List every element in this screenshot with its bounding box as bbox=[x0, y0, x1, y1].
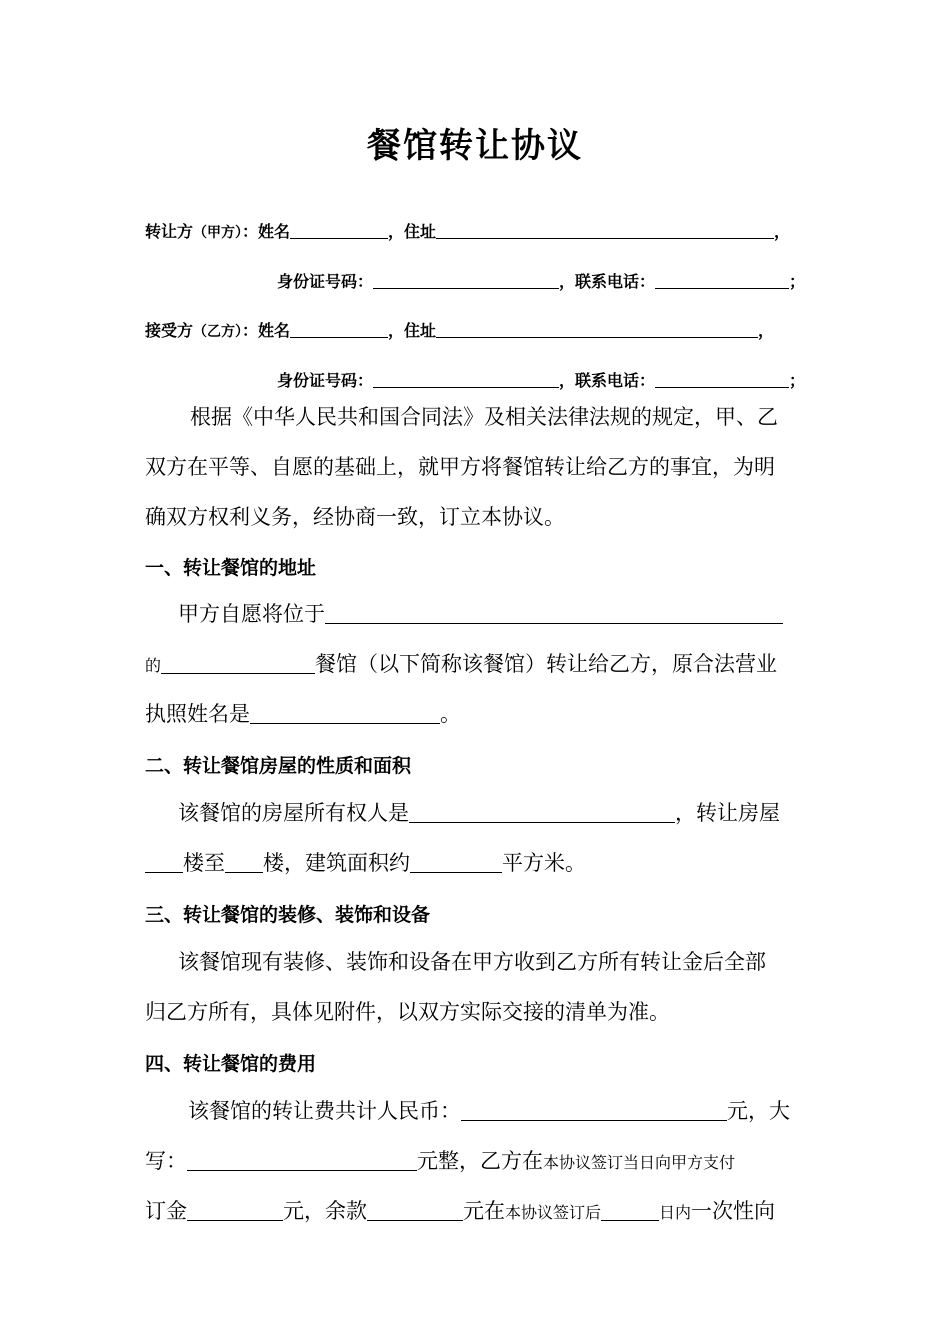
section-1-line-2 bbox=[145, 652, 777, 678]
location-blank[interactable] bbox=[325, 602, 783, 624]
section-4-line-1-tail: 元，大 bbox=[727, 1099, 790, 1123]
after-signing-label: 本协议签订后 bbox=[505, 1203, 602, 1222]
section-2-line-1 bbox=[178, 801, 780, 825]
intro-line-2: 双方在平等、自愿的基础上，就甲方将餐馆转让给乙方的事宜，为明 bbox=[145, 455, 775, 479]
section-1-heading: 一、转让餐馆的地址 bbox=[145, 557, 317, 579]
within-days-label: 日内 bbox=[659, 1203, 692, 1222]
area-unit: 平方米。 bbox=[502, 851, 586, 875]
party-a-end2: ； bbox=[789, 272, 806, 291]
party-a-phone-blank[interactable] bbox=[655, 271, 789, 289]
section-2-line-1-tail: ，转让房屋 bbox=[675, 801, 780, 825]
license-name-label: 执照姓名是 bbox=[145, 702, 250, 726]
section-4-heading: 四、转让餐馆的费用 bbox=[145, 1053, 317, 1075]
party-b-address-blank[interactable] bbox=[436, 320, 758, 338]
party-b-paren: （乙方） bbox=[193, 324, 243, 340]
section-4-line-2 bbox=[145, 1149, 735, 1175]
party-b-phone-label: ，联系电话： bbox=[559, 371, 656, 390]
floor-to-blank[interactable] bbox=[225, 851, 263, 873]
party-b-name-label: ：姓名 bbox=[242, 321, 291, 340]
party-b-label: 接受方 bbox=[145, 321, 194, 340]
party-a-label: 转让方 bbox=[145, 222, 194, 241]
section-2-line-2 bbox=[145, 851, 586, 875]
fee-words-label: 写： bbox=[145, 1149, 187, 1173]
owner-blank[interactable] bbox=[409, 801, 675, 823]
intro-line-1: 根据《中华人民共和国合同法》及相关法律法规的规定，甲、乙 bbox=[190, 405, 778, 429]
intro-line-3: 确双方权利义务，经协商一致，订立本协议。 bbox=[145, 505, 565, 529]
floor-from-blank[interactable] bbox=[145, 851, 183, 873]
area-blank[interactable] bbox=[410, 851, 502, 873]
area-label: 楼，建筑面积约 bbox=[263, 851, 410, 875]
days-blank[interactable] bbox=[601, 1199, 659, 1221]
section-3-line-2: 归乙方所有，具体见附件，以双方实际交接的清单为准。 bbox=[145, 1000, 670, 1024]
fee-words-blank[interactable] bbox=[187, 1149, 417, 1171]
party-a-name-label: ：姓名 bbox=[242, 222, 291, 241]
section-4-line-1 bbox=[188, 1099, 790, 1123]
party-b-id-label: 身份证号码： bbox=[277, 371, 374, 390]
party-a-end: ， bbox=[774, 222, 791, 241]
section-3-line-1: 该餐馆现有装修、装饰和设备在甲方收到乙方所有转让金后全部 bbox=[178, 950, 766, 974]
section-1-period: 。 bbox=[440, 702, 461, 726]
party-a-line bbox=[145, 219, 790, 242]
party-a-address-blank[interactable] bbox=[436, 221, 774, 239]
party-a-paren: （甲方） bbox=[193, 225, 243, 241]
owner-label: 该餐馆的房屋所有权人是 bbox=[178, 801, 409, 825]
section-2-heading: 二、转让餐馆房屋的性质和面积 bbox=[145, 755, 412, 777]
balance-label: 元，余款 bbox=[283, 1199, 367, 1223]
party-a-name-blank[interactable] bbox=[290, 221, 388, 239]
section-1-line-1 bbox=[178, 602, 783, 626]
section-4-line-3-tail: 一次性向 bbox=[691, 1199, 776, 1223]
of-label: 的 bbox=[145, 656, 162, 675]
deposit-label: 订金 bbox=[145, 1199, 187, 1223]
section-4-line-2-mid: 元整，乙方在 bbox=[417, 1149, 543, 1173]
location-label: 甲方自愿将位于 bbox=[178, 602, 325, 626]
party-b-name-blank[interactable] bbox=[290, 320, 388, 338]
floor-to-label: 楼至 bbox=[183, 851, 225, 875]
party-b-id-blank[interactable] bbox=[373, 370, 559, 388]
party-a-id-line bbox=[277, 269, 805, 292]
party-a-address-label: ，住址 bbox=[388, 222, 437, 241]
document-title: 餐馆转让协议 bbox=[367, 126, 583, 166]
party-b-phone-blank[interactable] bbox=[655, 370, 789, 388]
party-b-id-line bbox=[277, 368, 805, 391]
party-b-end2: ； bbox=[789, 371, 806, 390]
section-4-line-3 bbox=[145, 1199, 775, 1225]
party-a-id-blank[interactable] bbox=[373, 271, 559, 289]
balance-blank[interactable] bbox=[367, 1199, 463, 1221]
party-b-line bbox=[145, 318, 774, 341]
fee-label: 该餐馆的转让费共计人民币： bbox=[188, 1099, 461, 1123]
restaurant-name-blank[interactable] bbox=[161, 652, 315, 674]
section-1-line-3 bbox=[145, 702, 461, 726]
section-3-heading: 三、转让餐馆的装修、装饰和设备 bbox=[145, 904, 431, 926]
section-1-line-2-text: 餐馆（以下简称该餐馆）转让给乙方，原合法营业 bbox=[315, 652, 778, 676]
section-4-line-2-small: 本协议签订当日向甲方支付 bbox=[543, 1153, 736, 1172]
party-a-phone-label: ，联系电话： bbox=[559, 272, 656, 291]
party-a-id-label: 身份证号码： bbox=[277, 272, 374, 291]
deposit-blank[interactable] bbox=[187, 1199, 283, 1221]
fee-amount-blank[interactable] bbox=[461, 1099, 727, 1121]
balance-mid: 元在 bbox=[463, 1199, 505, 1223]
party-b-end: ， bbox=[758, 321, 775, 340]
party-b-address-label: ，住址 bbox=[388, 321, 437, 340]
license-name-blank[interactable] bbox=[250, 702, 440, 724]
